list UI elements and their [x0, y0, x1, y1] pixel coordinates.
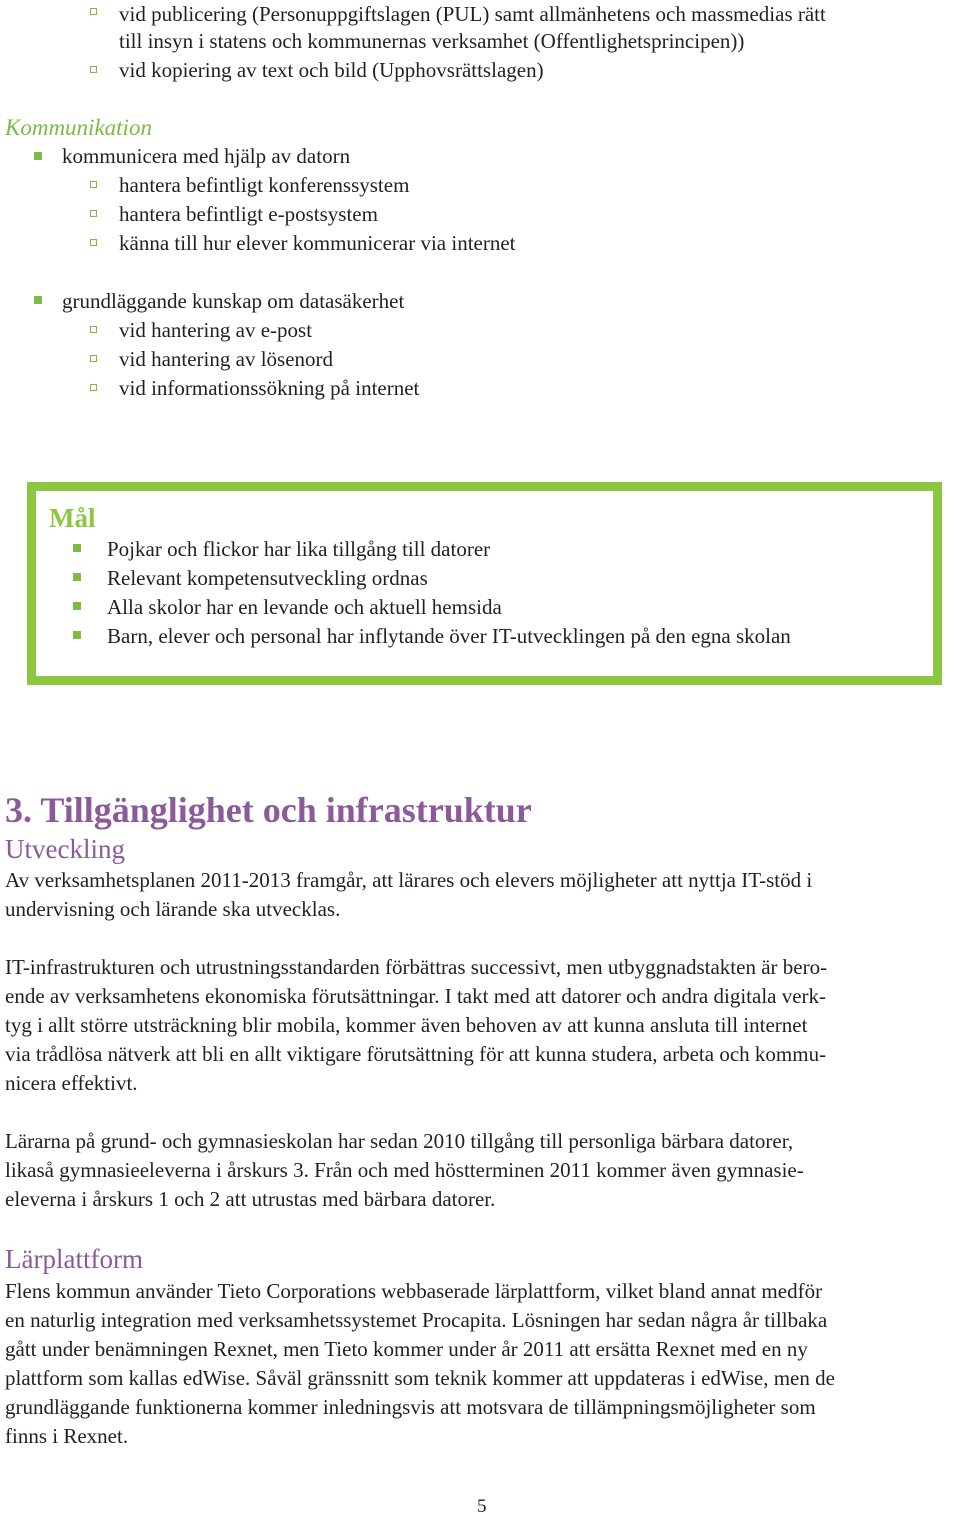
paragraph-line: plattform som kallas edWise. Såväl gränssnitt som teknik kommer att uppdateras i edWise, men de	[5, 1366, 835, 1390]
bullet-outline-icon	[90, 210, 97, 217]
bullet-outline-icon	[90, 8, 97, 15]
paragraph-line: via trådlösa nätverk att bli en allt viktigare förutsättning för att kunna studera, arbeta och kommu-	[5, 1042, 827, 1066]
list-item-continuation: till insyn i statens och kommunernas verksamhet (Offentlighetsprincipen))	[119, 29, 745, 53]
larplattform-heading: Lärplattform	[5, 1244, 143, 1274]
paragraph-line: gått under benämningen Rexnet, men Tieto kommer under år 2011 att ersätta Rexnet med en ny	[5, 1337, 808, 1361]
goal-item: Alla skolor har en levande och aktuell hemsida	[107, 595, 502, 619]
paragraph-line: Lärarna på grund- och gymnasieskolan har sedan 2010 tillgång till personliga bärbara datorer,	[5, 1129, 794, 1153]
list-group-label: kommunicera med hjälp av datorn	[62, 144, 351, 168]
list-item: hantera befintligt konferenssystem	[119, 173, 410, 197]
bullet-filled-icon	[73, 631, 81, 639]
list-item: vid hantering av lösenord	[119, 347, 334, 371]
paragraph-line: nicera effektivt.	[5, 1071, 138, 1095]
section-title: 3. Tillgänglighet och infrastruktur	[5, 790, 532, 830]
paragraph-line: finns i Rexnet.	[5, 1424, 129, 1448]
list-item: vid hantering av e-post	[119, 318, 313, 342]
paragraph-line: undervisning och lärande ska utvecklas.	[5, 897, 341, 921]
bullet-outline-icon	[90, 181, 97, 188]
list-item: vid informationssökning på internet	[119, 376, 420, 400]
paragraph-line: tyg i allt större utsträckning blir mobila, kommer även behoven av att kunna ansluta till internet	[5, 1013, 808, 1037]
bullet-outline-icon	[90, 239, 97, 246]
list-item: hantera befintligt e-postsystem	[119, 202, 378, 226]
goal-item: Relevant kompetensutveckling ordnas	[107, 566, 428, 590]
paragraph-line: eleverna i årskurs 1 och 2 att utrustas med bärbara datorer.	[5, 1187, 496, 1211]
paragraph-line: grundläggande funktionerna kommer inledningsvis att motsvara de tillämpningsmöjligheter som	[5, 1395, 816, 1419]
paragraph-line: likaså gymnasieeleverna i årskurs 3. Från och med höstterminen 2011 kommer även gymnasie-	[5, 1158, 804, 1182]
paragraph-line: en naturlig integration med verksamhetssystemet Procapita. Lösningen har sedan några år tillbaka	[5, 1308, 828, 1332]
paragraph-line: IT-infrastrukturen och utrustningsstandarden förbättras successivt, men utbyggnadstakten är bero-	[5, 955, 828, 979]
goal-item: Barn, elever och personal har inflytande över IT-utvecklingen på den egna skolan	[107, 624, 791, 648]
paragraph-line: ende av verksamhetens ekonomiska förutsättningar. I takt med att datorer och andra digitala verk-	[5, 984, 827, 1008]
paragraph-line: Flens kommun använder Tieto Corporations webbaserade lärplattform, vilket bland annat medför	[5, 1279, 823, 1303]
bullet-filled-icon	[73, 573, 81, 581]
paragraph-line: Av verksamhetsplanen 2011-2013 framgår, att lärares och elevers möjligheter att nyttja IT-stöd i	[5, 868, 813, 892]
list-group-label: grundläggande kunskap om datasäkerhet	[62, 289, 405, 313]
bullet-filled-icon	[34, 152, 42, 160]
kommunikation-heading: Kommunikation	[5, 115, 152, 140]
list-item: känna till hur elever kommunicerar via internet	[119, 231, 516, 255]
bullet-outline-icon	[90, 326, 97, 333]
bullet-outline-icon	[90, 355, 97, 362]
goal-item: Pojkar och flickor har lika tillgång till datorer	[107, 537, 491, 561]
bullet-outline-icon	[90, 384, 97, 391]
bullet-filled-icon	[73, 602, 81, 610]
list-item: vid publicering (Personuppgiftslagen (PUL) samt allmänhetens och massmedias rätt	[119, 2, 826, 26]
bullet-outline-icon	[90, 66, 97, 73]
list-item: vid kopiering av text och bild (Upphovsrättslagen)	[119, 58, 544, 82]
goals-title: Mål	[49, 503, 96, 533]
page-number: 5	[477, 1496, 487, 1517]
bullet-filled-icon	[73, 544, 81, 552]
utveckling-heading: Utveckling	[5, 834, 125, 864]
bullet-filled-icon	[34, 296, 42, 304]
